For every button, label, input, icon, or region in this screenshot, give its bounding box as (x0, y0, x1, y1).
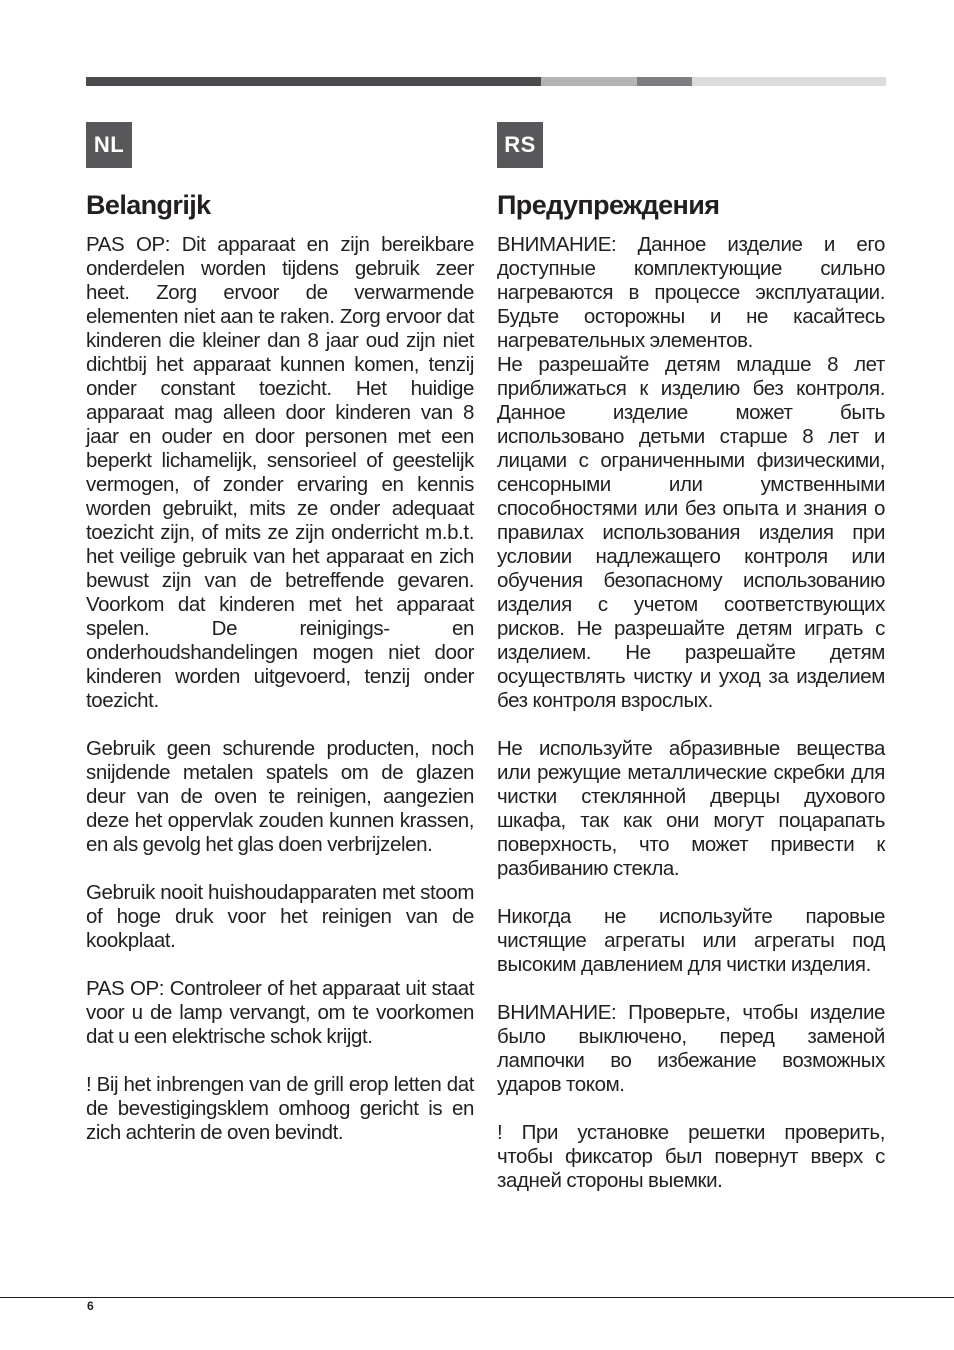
page-number: 6 (87, 1299, 94, 1313)
paragraph: Gebruik nooit huishoudapparaten met stoom of hoge druk voor het reinigen van de kookplaat. (86, 881, 474, 952)
paragraph: PAS OP: Dit apparaat en zijn bereikbare onderdelen worden tijdens gebruik zeer heet. Zorg ervoor de verwarmende elementen niet aan te raken. Zorg ervoor dat kinderen die kleiner dan 8 jaar oud zijn niet dichtbij het apparaat kunnen komen, tenzij onder constant toezicht. Het huidige apparaat mag alleen door kinderen van 8 jaar en ouder en door personen met een beperkt lichamelijk, sensorieel of geestelijk vermogen, of zonder ervaring en kennis worden gebruikt, mits ze onder adequaat toezicht zijn, of mits ze zijn onderricht m.b.t. het veilige gebruik van het apparaat en zich bewust zijn van de betreffende gevaren. Voorkom dat kinderen met het apparaat spelen. De reinigings- en onderhoudshandelingen mogen niet door kinderen worden uitgevoerd, tenzij onder toezicht. (86, 233, 474, 712)
header-color-bar (86, 77, 886, 86)
section-title-rs: Предупреждения (497, 190, 720, 220)
russian-column (497, 122, 885, 1193)
header-bar-segment-light (541, 77, 637, 86)
paragraph: ! Bij het inbrengen van de grill erop letten dat de bevestigingsklem omhoog gericht is en zich achterin de oven bevindt. (86, 1073, 474, 1144)
language-badge-rs: RS (497, 122, 543, 168)
dutch-column (86, 122, 474, 1145)
paragraph: ВНИМАНИЕ: Проверьте, чтобы изделие было выключено, перед заменой лампочки во избежание возможных ударов током. (497, 1001, 885, 1096)
header-bar-segment-mid (637, 77, 692, 86)
section-title-nl: Belangrijk (86, 190, 211, 220)
paragraph: PAS OP: Controleer of het apparaat uit staat voor u de lamp vervangt, om te voorkomen dat u een elektrische schok krijgt. (86, 977, 474, 1048)
paragraph: Не используйте абразивные вещества или режущие металлические скребки для чистки стеклянной дверцы духового шкафа, так как они могут поцарапать поверхность, что может привести к разбиванию стекла. (497, 737, 885, 880)
paragraph: Gebruik geen schurende producten, noch snijdende metalen spatels om de glazen deur van de oven te reinigen, aangezien deze het oppervlak zouden kunnen krassen, en als gevolg het glas doen verbrijzelen. (86, 737, 474, 856)
paragraph: Не разрешайте детям младше 8 лет приближаться к изделию без контроля. Данное изделие может быть использовано детьми старше 8 лет и лицами с ограниченными физическими, сенсорными или умственными способностями или без опыта и знания о правилах использования изделия при условии надлежащего контроля или обучения безопасному использованию изделия с учетом соответствующих рисков. Не разрешайте детям играть с изделием. Не разрешайте детям осуществлять чистку и уход за изделием без контроля взрослых. (497, 353, 885, 712)
header-bar-segment-pale (692, 77, 886, 86)
language-badge-nl: NL (86, 122, 132, 168)
paragraph: ВНИМАНИЕ: Данное изделие и его доступные комплектующие сильно нагреваются в процессе эксплуатации. Будьте осторожны и не касайтесь нагревательных элементов. (497, 233, 885, 352)
header-bar-segment-dark (86, 77, 541, 86)
paragraph: Никогда не используйте паровые чистящие агрегаты или агрегаты под высоким давлением для чистки изделия. (497, 905, 885, 976)
paragraph: ! При установке решетки проверить, чтобы фиксатор был повернут вверх с задней стороны выемки. (497, 1121, 885, 1192)
footer-rule (0, 1297, 954, 1298)
